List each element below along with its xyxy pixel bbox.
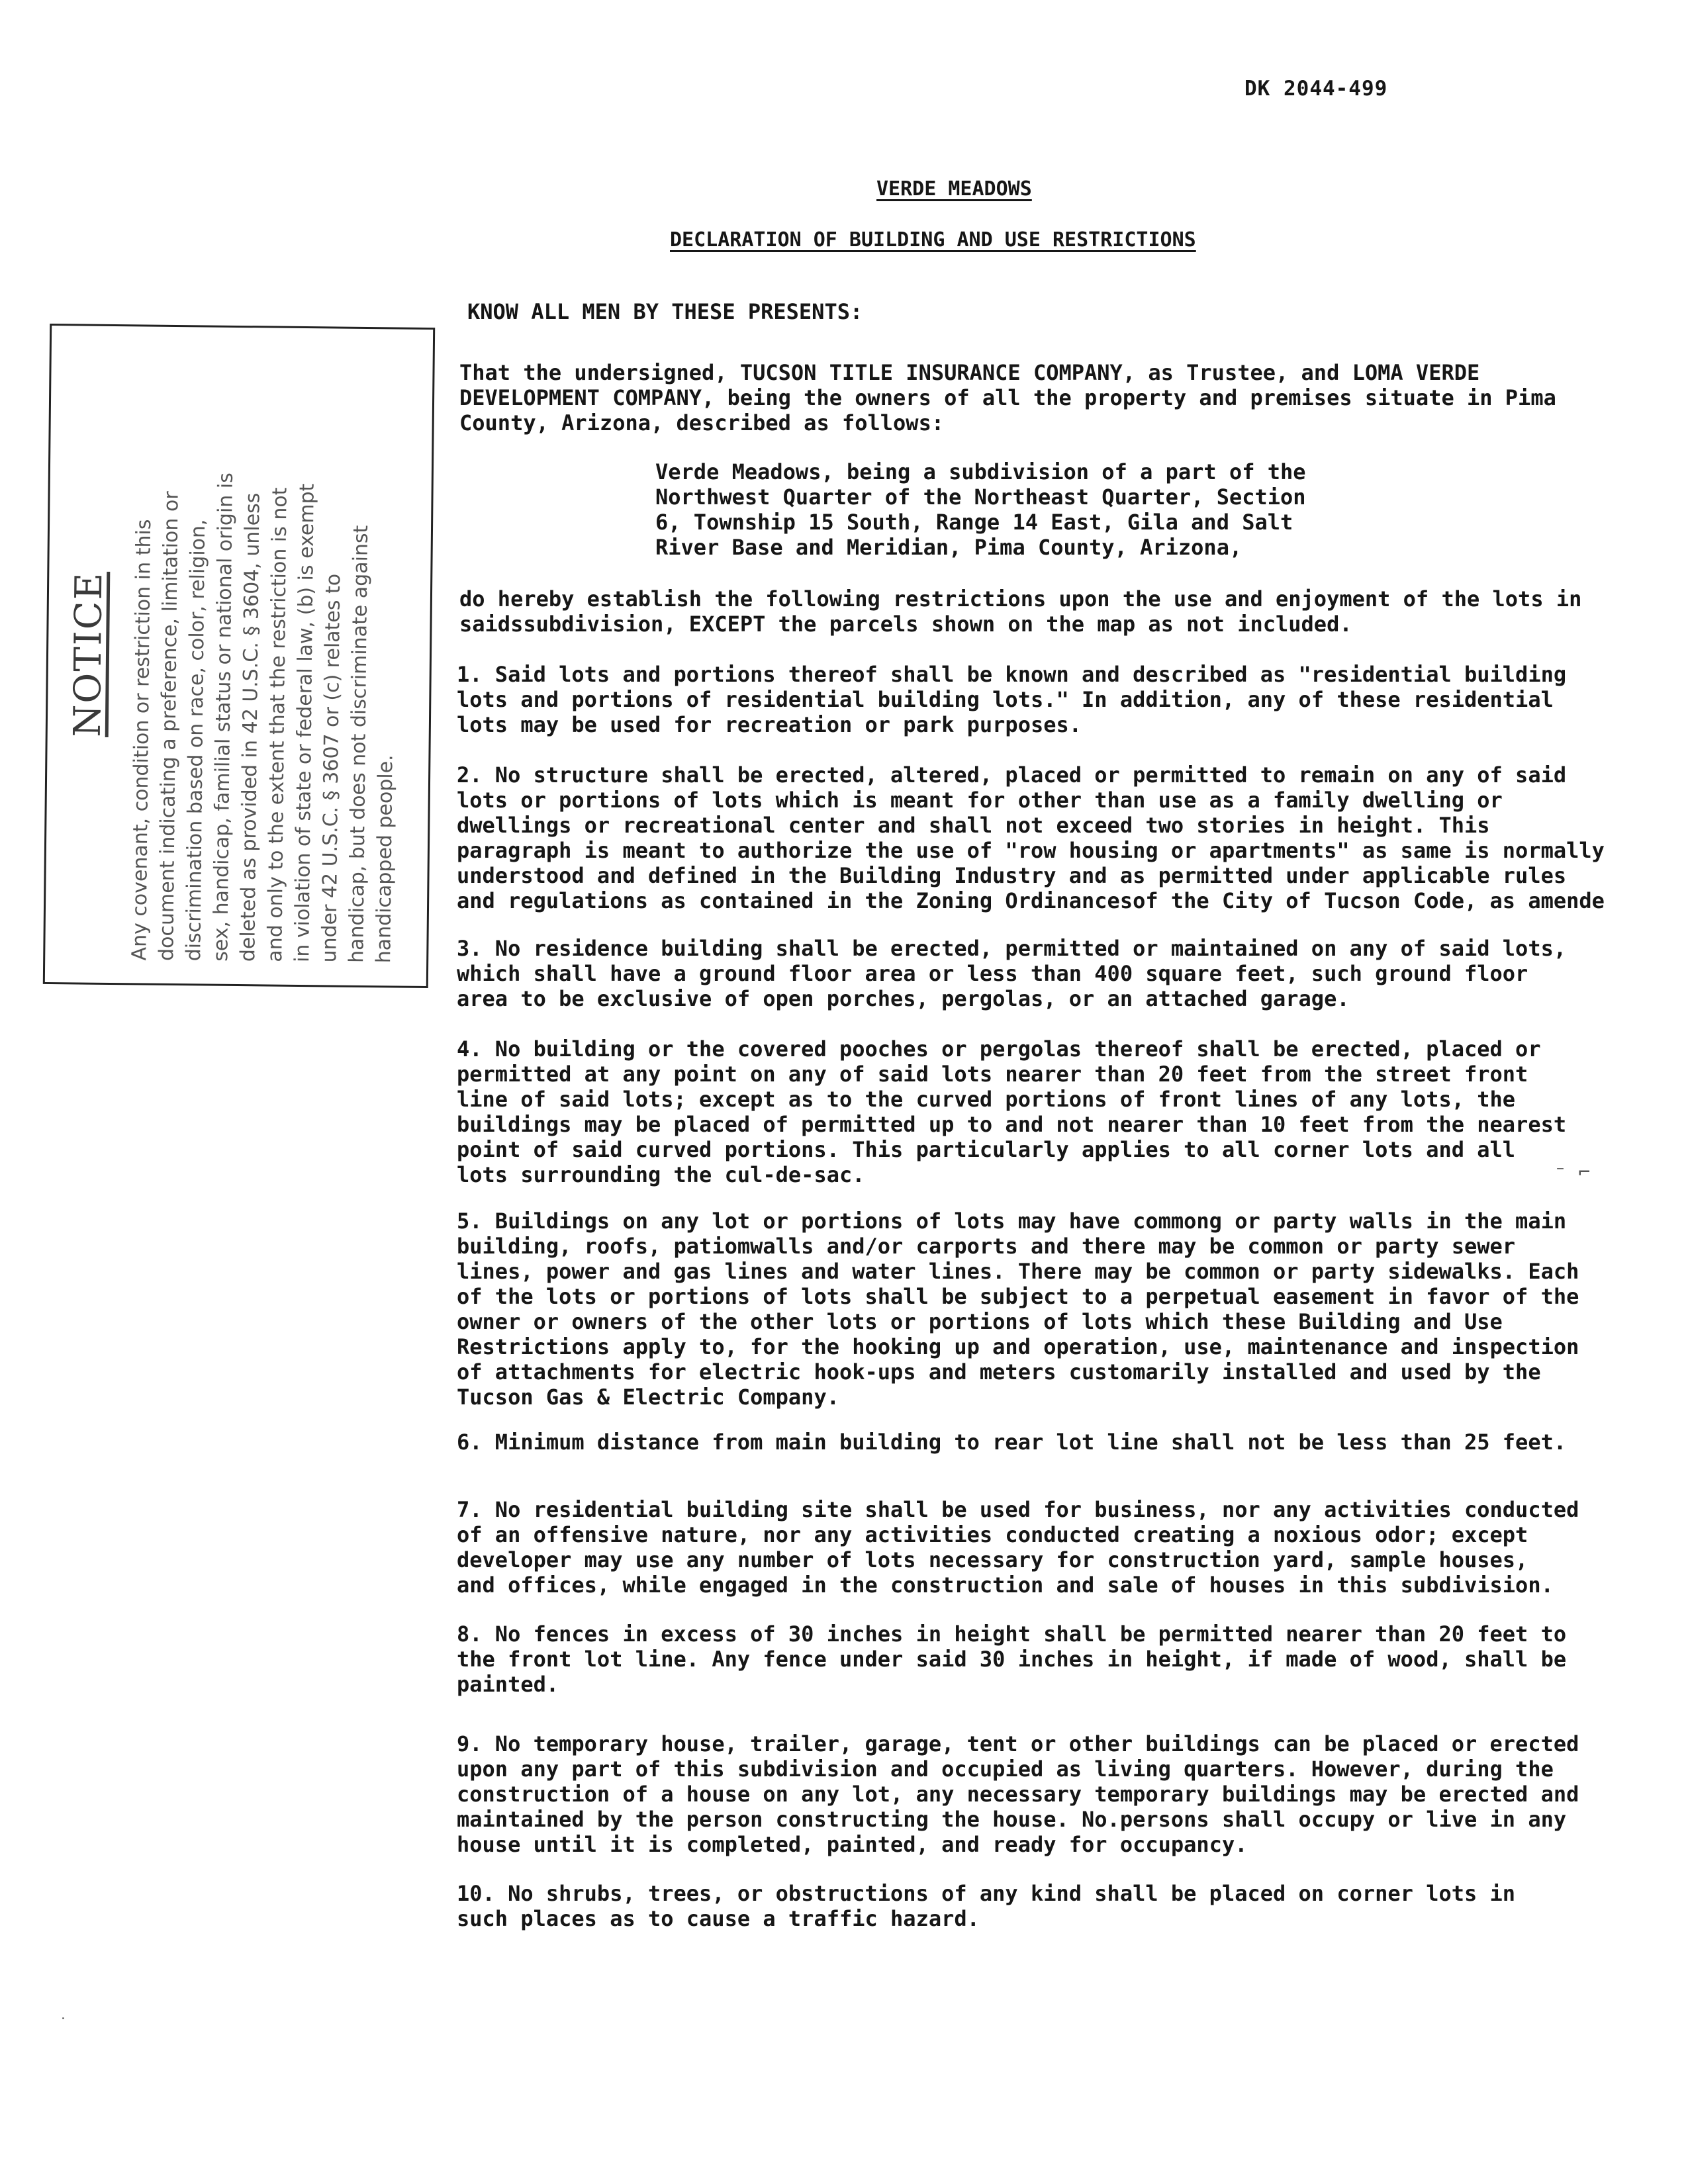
restriction-paragraph-4: 4. No building or the covered pooches or pergolas thereof shall be erected, placed or permitted at any point on any of said lots nearer than 20 feet from the street front line of said lots; except as to the curved portions of front lines of any lots, the buildings may be placed of permitted up to and not nearer than 10 feet from the nearest point of said curved portions. This particularly applies to all corner lots and all lots surrounding the cul-de-sac. xyxy=(457,1036,1567,1187)
restriction-paragraph-5: 5. Buildings on any lot or portions of lots may have commong or party walls in the main building, roofs, patiomwalls and/or carports and there may be common or party sewer lines, power and gas lines and water lines. There may be common or party sidewalks. Each of the lots or portions of lots shall be subject to a perpetual easement in favor of the owner or owners of the other lots or portions of lots which these Building and Use Restrictions apply to, for the hooking up and operation, use, maintenance and inspection of attachments for electric hook-ups and meters customarily installed and used by the Tucson Gas & Electric Company. xyxy=(457,1208,1579,1410)
document-subtitle: DECLARATION OF BUILDING AND USE RESTRICTIONS xyxy=(670,228,1196,251)
notice-heading: NOTICE xyxy=(66,571,111,738)
notice-stamp xyxy=(43,324,435,988)
restriction-paragraph-1: 1. Said lots and portions thereof shall be known and described as "residential building lots and portions of residential building lots." In addition, any of these residential lots may be used for recreation or park purposes. xyxy=(457,662,1567,737)
notice-stamp-content xyxy=(57,336,421,976)
legal-description: Verde Meadows, being a subdivision of a part of the Northwest Quarter of the Northeast Quarter, Section 6, Township 15 South, Range 14 East, Gila and Salt River Base and Meridian, Pima County, Arizona, xyxy=(655,459,1306,560)
stray-mark: ⁻ ⌐ xyxy=(1554,1161,1591,1184)
document-number: DK 2044-499 xyxy=(1244,77,1388,101)
restriction-paragraph-6: 6. Minimum distance from main building to rear lot line shall not be less than 25 feet. xyxy=(457,1430,1567,1455)
preamble: KNOW ALL MEN BY THESE PRESENTS: xyxy=(467,299,863,324)
restriction-paragraph-8: 8. No fences in excess of 30 inches in height shall be permitted nearer than 20 feet to the front lot line. Any fence under said 30 inches in height, if made of wood, shall be painted. xyxy=(457,1621,1567,1697)
intro-paragraph: That the undersigned, TUCSON TITLE INSURANCE COMPANY, as Trustee, and LOMA VERDE DEVELOPMENT COMPANY, being the owners of all the property and premises situate in Pima County, Arizona, described as follows: xyxy=(459,360,1556,435)
document-title: VERDE MEADOWS xyxy=(876,177,1032,201)
restriction-paragraph-2: 2. No structure shall be erected, altered, placed or permitted to remain on any of said lots or portions of lots which is meant for other than use as a family dwelling or dwellings or recreational center and shall not exceed two stories in height. This paragraph is meant to authorize the use of "row housing or apartments" as same is normally understood and defined in the Building Industry and as permitted under applicable rules and regulations as contained in the Zoning Ordinancesof the City of Tucson Code, as amende xyxy=(457,762,1605,913)
notice-body: Any covenant, condition or restriction in this document indicating a preference, limitation or discrimination based on race, color, religion, sex, handicap, familial status or national origin is deleted as provided in 42 U.S.C. § 3604, unless and only to the extent that the restriction is not in violation of state or federal law, (b) is exempt under 42 U.S.C. § 3607 or (c) relates to handicap, but does not discriminate against handicapped people. xyxy=(128,473,398,964)
restriction-paragraph-3: 3. No residence building shall be erected, permitted or maintained on any of said lots, which shall have a ground floor area or less than 400 square feet, such ground floor area to be exclusive of open porches, pergolas, or an attached garage. xyxy=(457,936,1567,1011)
restriction-paragraph-10: 10. No shrubs, trees, or obstructions of any kind shall be placed on corner lots in such places as to cause a traffic hazard. xyxy=(457,1881,1516,1931)
restriction-paragraph-9: 9. No temporary house, trailer, garage, tent or other buildings can be placed or erected upon any part of this subdivision and occupied as living quarters. However, during the construction of a house on any lot, any necessary temporary buildings may be erected and maintained by the person constructing the house. No.persons shall occupy or live in any house until it is completed, painted, and ready for occupancy. xyxy=(457,1731,1579,1857)
stray-dot: · xyxy=(60,2012,67,2026)
establish-clause: do hereby establish the following restrictions upon the use and enjoyment of the lots in saidssubdivision, EXCEPT the parcels shown on the map as not included. xyxy=(459,586,1582,637)
restriction-paragraph-7: 7. No residential building site shall be used for business, nor any activities conducted of an offensive nature, nor any activities conducted creating a noxious odor; except developer may use any number of lots necessary for construction yard, sample houses, and offices, while engaged in the construction and sale of houses in this subdivision. xyxy=(457,1497,1579,1598)
